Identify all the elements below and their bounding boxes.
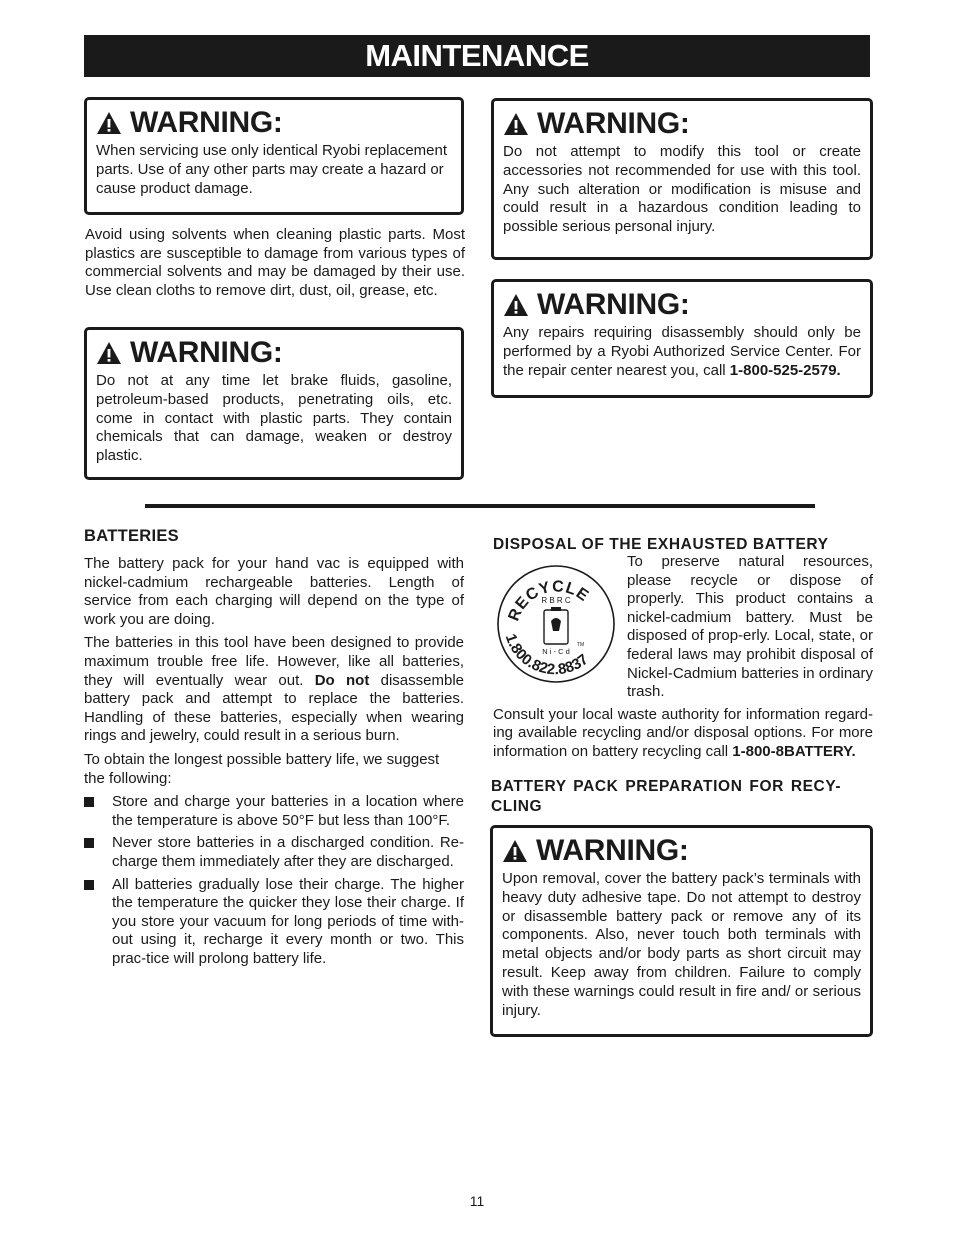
list-item: All batteries gradually lose their charge. The higher the temperature the quicker they lose their charge. If you store your vacuum for long periods of time with-out using it, recharge it every month or two. This prac-tice will prolong battery life. <box>84 876 464 969</box>
seal-tm-text: TM <box>577 642 585 648</box>
warning-text <box>503 324 861 380</box>
seal-recycle-text: RECYCLE <box>505 578 592 624</box>
bullet-square-icon <box>84 880 94 890</box>
battery-prep-heading: BATTERY PACK PREPARATION FOR RECY-CLING <box>491 778 842 815</box>
warning-box-repairs <box>491 279 873 398</box>
warning-text: Do not at any time let brake fluids, gasoline, petroleum-based products, penetrating oils, etc. come in contact with plastic parts. They contain chemicals that can damage, weaken or destroy plastic. <box>96 372 452 465</box>
warning-text: When servicing use only identical Ryobi replacement parts. Use of any other parts may create a hazard or cause product damage. <box>96 142 448 197</box>
rbrc-recycle-seal-icon <box>495 563 617 685</box>
solvents-paragraph: Avoid using solvents when cleaning plastic parts. Most plastics are susceptible to damage from various types of commercial solvents and may be damaged by their use. Use clean cloths to remove dirt, dust, oil, grease, etc. <box>85 226 465 299</box>
bullet-square-icon <box>84 797 94 807</box>
seal-nicd-text: N i - C d <box>542 647 570 656</box>
list-item: Store and charge your batteries in a location where the temperature is above 50°F but less than 100°F. <box>84 793 464 830</box>
warning-box-battery-terminals <box>490 825 873 1037</box>
warning-triangle-icon <box>503 112 529 136</box>
warning-title: WARNING: <box>537 288 690 321</box>
do-not-emphasis: Do not <box>314 671 370 689</box>
warning-triangle-icon <box>503 293 529 317</box>
warning-title: WARNING: <box>537 107 690 140</box>
warning-box-fluids <box>84 327 464 480</box>
batteries-paragraph-2-a: The batteries in this tool have been designed to provide maximum trouble free life. However, like all batteries, they will eventually wear out. <box>84 634 464 689</box>
seal-phone-text: 1.800.822.8837 <box>501 631 592 679</box>
warning-triangle-icon <box>96 341 122 365</box>
disposal-paragraph-2-a: Consult your local waste authority for information regard-ing available recycling and/or disposal options. For more information on battery recycling call <box>493 705 873 760</box>
bullet-square-icon <box>84 838 94 848</box>
batteries-section <box>84 527 464 972</box>
batteries-heading: BATTERIES <box>84 527 179 545</box>
warning-text-prefix: Any repairs requiring disassembly should only be performed by a Ryobi Authorized Service Center. For the repair center nearest you, call <box>503 324 861 379</box>
seal-rbrc-text: R B R C <box>541 596 571 605</box>
warning-box-replacement-parts <box>84 97 464 215</box>
warning-triangle-icon <box>502 839 528 863</box>
service-phone: 1-800-525-2579. <box>729 361 841 379</box>
page-number: 11 <box>469 1193 485 1209</box>
batteries-paragraph-2-b: disassemble battery pack and attempt to replace the batteries. Handling of these batteries, especially when wearing rings and jewelry, could result in a serious burn. <box>84 671 464 745</box>
disposal-section <box>493 535 873 762</box>
disposal-heading: DISPOSAL OF THE EXHAUSTED BATTERY <box>493 536 829 553</box>
batteries-paragraph-3: To obtain the longest possible battery life, we suggest the following: <box>84 750 440 787</box>
batteries-paragraph-1: The battery pack for your hand vac is equipped with nickel-cadmium rechargeable batteries. Length of service from each charging will depend on the type of work you are doing. <box>84 555 464 628</box>
section-divider <box>145 504 815 508</box>
warning-box-modify-tool <box>491 98 873 260</box>
disposal-paragraph-1: To preserve natural resources, please recycle or dispose of properly. This product contains a nickel-cadmium battery. Must be disposed of prop-erly. Local, state, or federal laws may prohibit disposal of Nickel-Cadmium batteries in ordinary trash. <box>627 553 873 701</box>
warning-text: Upon removal, cover the battery pack’s terminals with heavy duty adhesive tape. Do not attempt to destroy or disassemble battery pack or remove any of its components. Also, never touch both terminals with metal objects and/or body parts as short circuit may result. Keep away from children. Failure to comply with these warnings could result in fire and/ or serious injury. <box>502 870 861 1019</box>
warning-triangle-icon <box>96 111 122 135</box>
batteries-paragraph-2 <box>84 634 464 746</box>
warning-title: WARNING: <box>130 336 283 369</box>
battery-hotline: 1-800-8BATTERY. <box>732 742 856 760</box>
warning-title: WARNING: <box>130 106 283 139</box>
warning-title: WARNING: <box>536 834 689 867</box>
disposal-paragraph-2 <box>493 706 873 762</box>
list-item: Never store batteries in a discharged condition. Re-charge them immediately after they are discharged. <box>84 834 464 871</box>
battery-tips-list <box>84 793 464 968</box>
page-title: MAINTENANCE <box>84 35 870 77</box>
warning-text: Do not attempt to modify this tool or create accessories not recommended for use with this tool. Any such alteration or modification is misuse and could result in a hazardous condition leading to possible serious personal injury. <box>503 143 861 236</box>
